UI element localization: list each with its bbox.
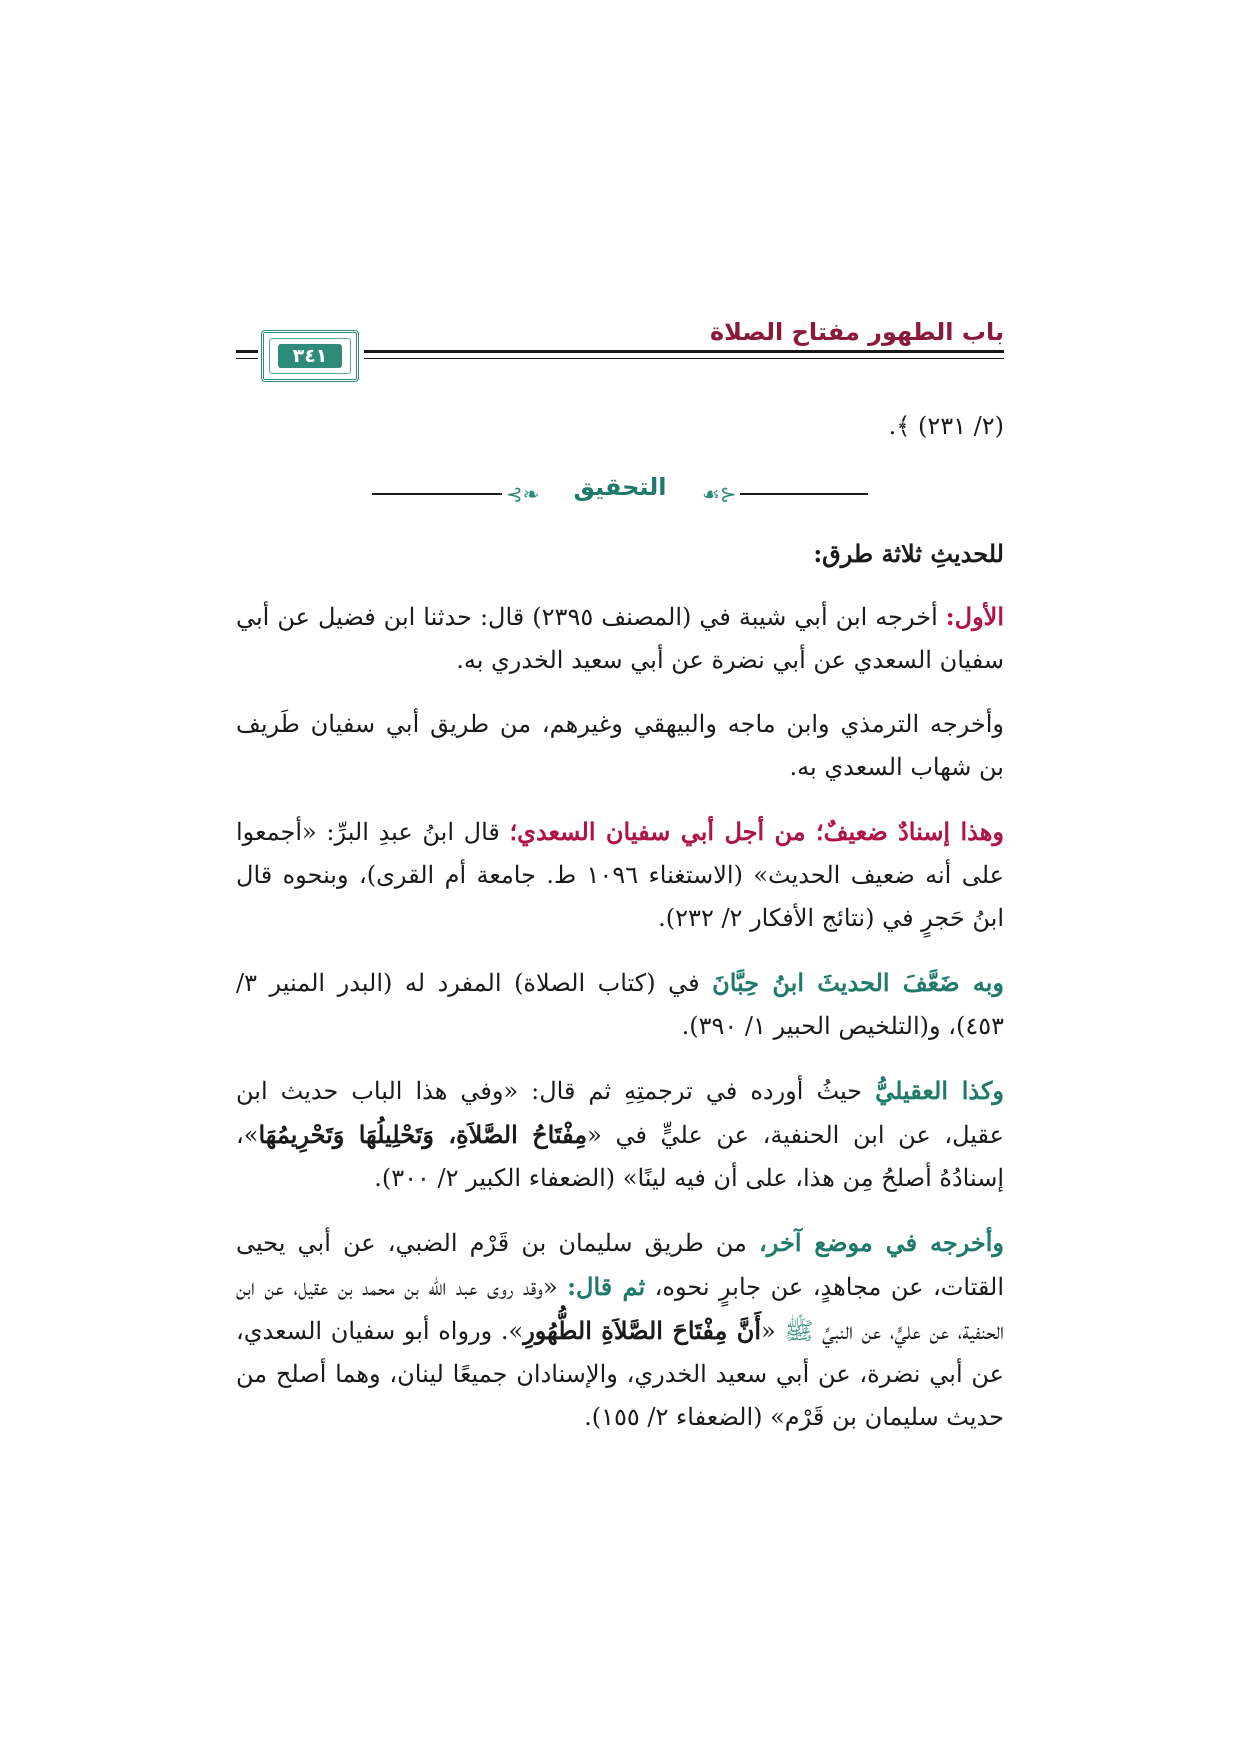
header-rule-right-top: [364, 350, 1004, 353]
lead-first: الأول:: [945, 602, 1005, 631]
right-ornament-icon: ☙⊱: [702, 482, 737, 506]
page-number-frame: [261, 330, 359, 382]
paragraph-text: في (كتاب الصلاة) المفرد له (البدر المنير ٣/ ٤٥٣)، و(التلخيص الحبير ١/ ٣٩٠).: [236, 969, 1004, 1040]
lead-uqayli: وكذا العقيليُّ: [875, 1076, 1004, 1105]
lead-then-said: ثم قال:: [567, 1272, 646, 1301]
continued-reference: (٢/ ٢٣١) ﴾.: [888, 412, 1004, 440]
section-title: التحقيق: [573, 473, 667, 501]
left-ornament-icon: ⊰❧: [506, 482, 540, 506]
hadith-quote: مِفْتَاحُ الصَّلاَةِ، وَتَحْلِيلُهَا وَتَحْرِيمُهَا: [258, 1120, 588, 1149]
paragraph-text: من طريق سليمان بن قَرْم الضبي، عن أبي يحيى القتات، عن مجاهدٍ، عن جابرٍ نحوه،: [236, 1229, 1005, 1301]
paragraph-text: أخرجه ابن أبي شيبة في (المصنف ٢٣٩٥) قال: حدثنا ابن فضيل عن أبي سفيان السعدي عن أبي نضرة عن أبي سعيد الخدري به.: [236, 603, 1004, 674]
intro-line: للحديثِ ثلاثة طرق:: [813, 539, 1004, 568]
paragraph-first-route: [236, 595, 1004, 682]
paragraph-text: وأخرجه الترمذي وابن ماجه والبيهقي وغيرهم، من طريق أبي سفيان طَريف بن شهاب السعدي به.: [236, 710, 1004, 781]
paragraph-ibn-hibban: [236, 961, 1004, 1048]
lead-other-place: وأخرجه في موضع آخر،: [759, 1228, 1004, 1257]
paragraph-text: «: [761, 1317, 785, 1345]
paragraph-text: ». ورواه أبو سفيان السعدي، عن أبي نضرة، عن أبي سعيد الخدري، والإسنادان جميعًا لينان، وهما أصلح من حديث سليمان بن قَرْم» (الضعفاء ٢/ ١٥٥).: [236, 1317, 1004, 1431]
lead-weak-chain: وهذا إسنادٌ ضعيفٌ؛ من أجل أبي سفيان السعدي؛: [509, 817, 1004, 846]
page-number: ٣٤١: [278, 344, 342, 368]
paragraph-tirmidhi: [236, 703, 1004, 789]
salawat-icon: ﷺ: [784, 1317, 814, 1345]
header-rule-left-top: [236, 350, 258, 353]
header-rule-left-bottom: [236, 358, 258, 359]
paragraph-other-place: [236, 1221, 1004, 1439]
divider-line-right: [740, 493, 868, 495]
divider-line-left: [372, 493, 502, 495]
paragraph-text: حيثُ أورده في ترجمتِهِ ثم قال: «وفي هذا الباب حديث ابن عقيل، عن ابن الحنفية، عن عليٍّ في «: [236, 1077, 1004, 1149]
paragraph-text: قال ابنُ عبدِ البرِّ: «أجمعوا على أنه ضعيف الحديث» (الاستغناء ١٠٩٦ ط. جامعة أم القرى)، وبنحوه قال ابنُ حَجرٍ في (نتائج الأفكار ٢/ ٢٣٢).: [236, 818, 1004, 932]
lead-ibn-hibban: وبه ضَعَّفَ الحديثَ ابنُ حِبَّانَ: [712, 968, 1004, 997]
paragraph-text: «وقد روى عبد الله بن محمد بن عقيل، عن ابن الحنفية، عن عليٍّ، عن النبيِّ: [236, 1273, 1005, 1345]
paragraph-weak-chain: [236, 810, 1004, 940]
chapter-title: باب الطهور مفتاح الصلاة: [709, 318, 1004, 346]
header-rule-right-bottom: [364, 358, 1004, 359]
paragraph-text: »، إسنادُهُ أصلحُ مِن هذا، على أن فيه لينًا» (الضعفاء الكبير ٢/ ٣٠٠).: [236, 1121, 1004, 1192]
body-text: [236, 532, 1004, 1439]
paragraph-uqayli: [236, 1069, 1004, 1200]
hadith-quote: أَنَّ مِفْتَاحَ الصَّلاَةِ الطُّهُورِ: [523, 1316, 762, 1345]
